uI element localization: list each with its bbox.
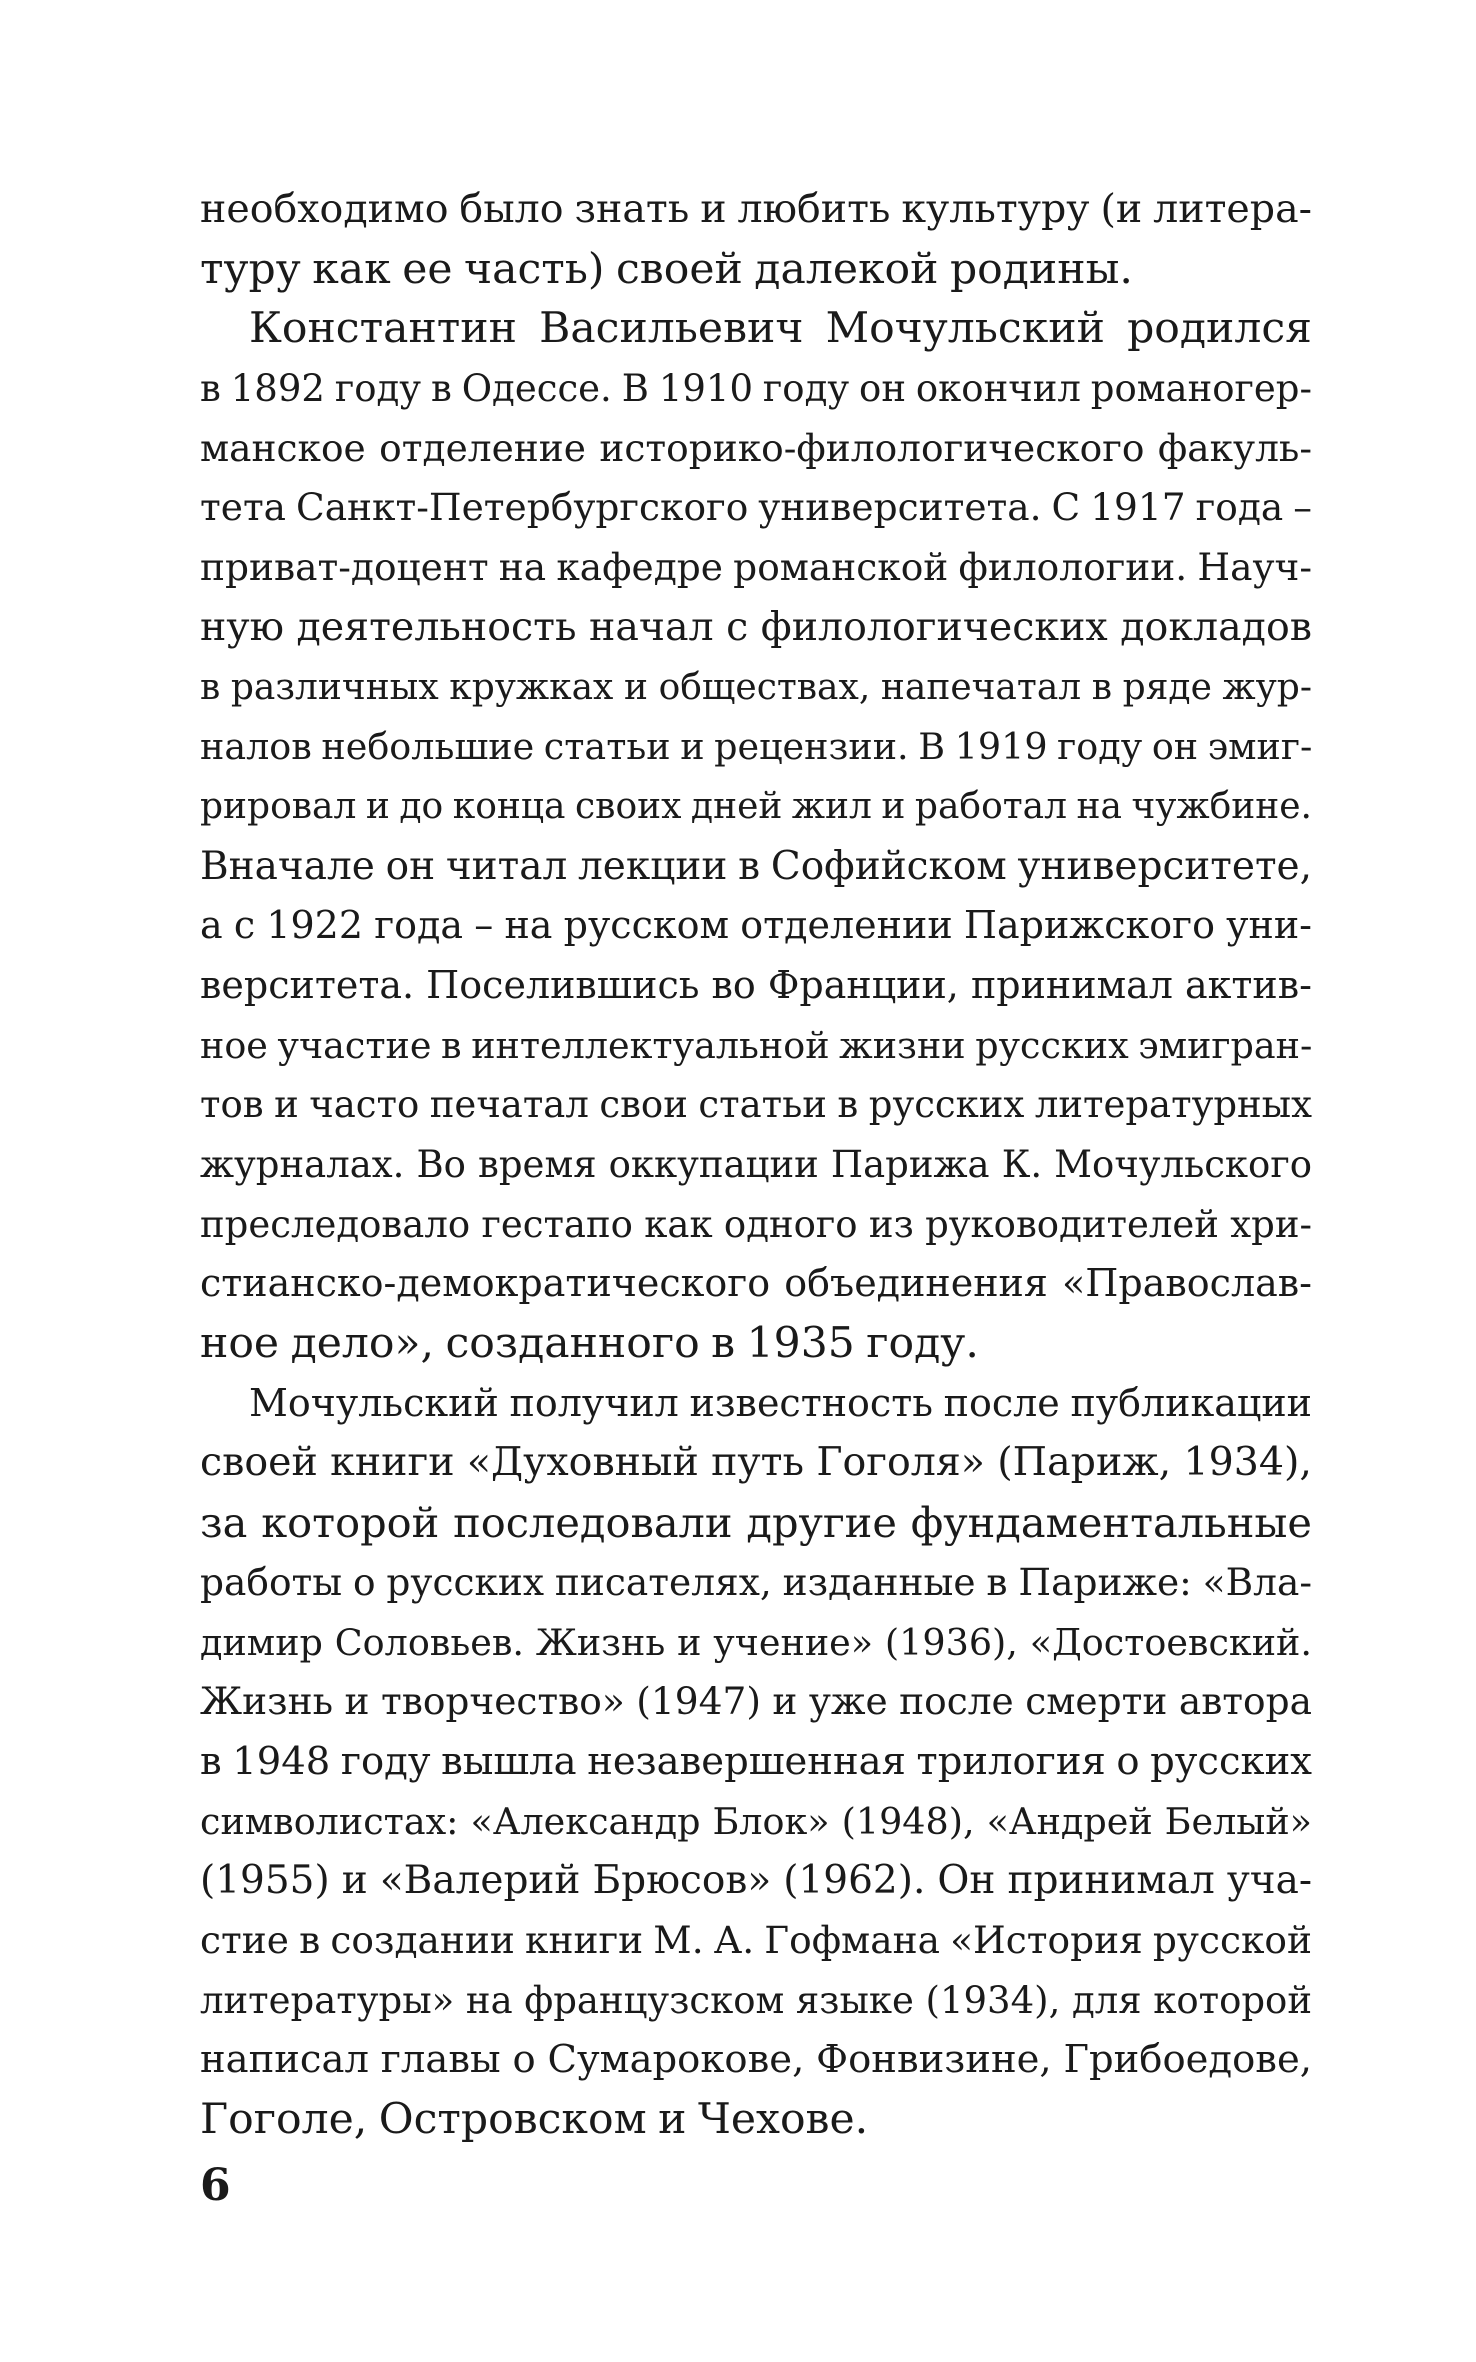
text-line: рировал и до конца своих дней жил и работал на чужбине. xyxy=(200,785,1312,827)
text-line: димир Соловьев. Жизнь и учение» (1936), «Достоевский. xyxy=(200,1620,1312,1664)
text-line: стианско-демократического объединения «Православ- xyxy=(200,1261,1312,1306)
text-line: приват-доцент на кафедре романской филологии. Науч- xyxy=(200,545,1312,590)
text-line: работы о русских писателях, изданные в Париже: «Вла- xyxy=(200,1559,1312,1604)
text-line: журналах. Во время оккупации Парижа К. Мочульского xyxy=(200,1143,1312,1186)
text-line: символистах: «Александр Блок» (1948), «Андрей Белый» xyxy=(200,1799,1312,1843)
text-line: ное дело», созданного в 1935 году. xyxy=(200,1319,979,1369)
text-line: своей книги «Духовный путь Гоголя» (Париж, 1934), xyxy=(200,1439,1312,1486)
text-line: в различных кружках и обществах, напечатал в ряде жур- xyxy=(200,666,1312,708)
text-line: тов и часто печатал свои статьи в русских литературных xyxy=(200,1083,1312,1127)
text-line: в 1892 году в Одессе. В 1910 году он окончил романогер- xyxy=(200,367,1312,411)
text-line: в 1948 году вышла незавершенная трилогия о русских xyxy=(200,1738,1312,1784)
text-line: верситета. Поселившись во Франции, принимал актив- xyxy=(200,962,1312,1007)
text-line: а с 1922 года – на русском отделении Парижского уни- xyxy=(200,903,1312,948)
text-line: Гоголе, Островском и Чехове. xyxy=(200,2095,869,2144)
text-line: необходимо было знать и любить культуру (и литера- xyxy=(200,186,1312,232)
text-line: туру как ее часть) своей далекой родины. xyxy=(200,244,1133,294)
text-line: стие в создании книги М. А. Гофмана «История русской xyxy=(200,1917,1312,1962)
text-line: ное участие в интеллектуальной жизни русских эмигран- xyxy=(200,1023,1313,1067)
text-line: написал главы о Сумарокове, Фонвизине, Грибоедове, xyxy=(200,2037,1312,2083)
text-line: Константин Васильевич Мочульский родился xyxy=(249,304,1312,354)
text-line: за которой последовали другие фундаментальные xyxy=(200,1498,1312,1548)
page-number: 6 xyxy=(200,2160,231,2211)
text-line: (1955) и «Валерий Брюсов» (1962). Он принимал уча- xyxy=(200,1858,1312,1904)
text-line: налов небольшие статьи и рецензии. В 1919 году он эмиг- xyxy=(200,725,1313,769)
text-line: Вначале он читал лекции в Софийском университете, xyxy=(200,843,1312,889)
page-body xyxy=(200,180,1312,2150)
text-line: тета Санкт-Петербургского университета. С 1917 года – xyxy=(200,485,1312,530)
text-line: преследовало гестапо как одного из руководителей хри- xyxy=(200,1202,1312,1246)
text-line: манское отделение историко-филологического факуль- xyxy=(200,425,1312,470)
text-line: Мочульский получил известность после публикации xyxy=(249,1380,1312,1425)
text-line: Жизнь и творчество» (1947) и уже после смерти автора xyxy=(200,1679,1312,1724)
text-line: литературы» на французском языке (1934), для которой xyxy=(200,1978,1312,2022)
text-line: ную деятельность начал с филологических докладов xyxy=(200,603,1312,650)
